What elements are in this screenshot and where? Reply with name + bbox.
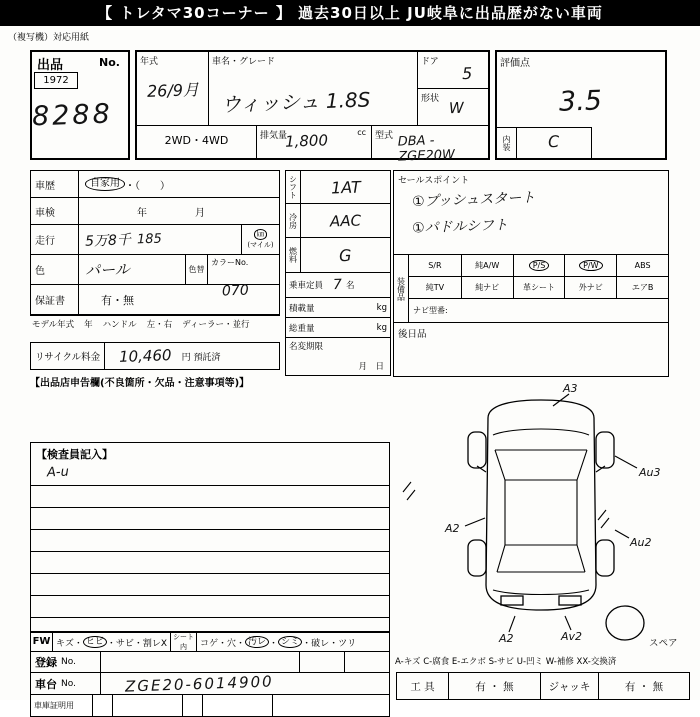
history-row (31, 171, 279, 198)
garage-cell (183, 695, 203, 716)
garage-cell (203, 695, 273, 716)
later-goods-label: 後日品 (398, 329, 427, 340)
mileage-label: 走行 (31, 225, 79, 254)
name-value: ウィッシュ 1.8S (220, 87, 371, 117)
name-label: 車名・グレード (212, 57, 276, 67)
tools-value: 有 ・ 無 (449, 673, 541, 699)
aircon-label: 冷房 (286, 204, 301, 237)
model-code-label: 型式 (375, 131, 394, 141)
interior-grade (517, 128, 591, 158)
wheel-rear-right (596, 540, 614, 576)
model-code-value: DBA -ZGE20W (397, 133, 456, 165)
color-label: 色 (31, 255, 79, 284)
rule-line (31, 507, 389, 508)
vehicle-row-1 (137, 52, 488, 126)
spare-tire-circle (606, 606, 644, 640)
seat-item-1: コゲ・穴・ (200, 638, 246, 649)
year-cell (137, 52, 209, 125)
equipment-box (393, 255, 669, 323)
door-label: ドア (421, 57, 439, 67)
jack-value: 有 ・ 無 (624, 680, 664, 693)
equipment-grid (409, 255, 668, 322)
history-suffix: ・（ ） (125, 180, 170, 192)
equip-cell-ps (513, 255, 565, 277)
paper-note: （複写機）対応用紙 (8, 33, 90, 43)
wheel-rear-left (468, 540, 486, 576)
right-column (393, 170, 669, 377)
fw-item-hibi-circled: ヒビ (83, 636, 107, 648)
warranty-value: 有・無 (101, 293, 134, 307)
rule-line (31, 617, 389, 618)
fuel-label: 燃料 (286, 238, 301, 272)
shift-box (285, 170, 391, 204)
equip-cell-leather: 革シート (513, 277, 565, 299)
inspection-label: 車検 (31, 198, 79, 224)
middle-column (285, 170, 391, 376)
damage-label-av2: Av2 (561, 630, 583, 643)
color-value: パール (84, 260, 131, 280)
weight-label: 総重量 (289, 323, 315, 334)
rule-line (31, 595, 389, 596)
capacity-unit: 名 (345, 281, 355, 291)
score-label: 評価点 (500, 58, 530, 69)
equip-ps-circled: P/S (529, 260, 550, 271)
warranty-content (79, 282, 279, 314)
capacity-row (285, 273, 391, 298)
registration-no-label: No. (61, 657, 76, 667)
equip-cell-aw: 純A/W (461, 255, 513, 277)
mile-unit: (マイル) (247, 240, 274, 249)
navi-model-label: ナビ型番: (413, 305, 448, 315)
interior-box (497, 127, 592, 158)
shape-half (418, 88, 488, 125)
shape-value: W (448, 98, 465, 118)
banner: 【 トレタマ30コーナー 】 過去30日以上 JU岐阜に出品歴がない車両 (0, 0, 700, 26)
color-no-value: 070 (221, 282, 250, 300)
registration-label-cell (31, 652, 101, 672)
drive-cell: 2WD・4WD (137, 126, 257, 158)
jack-label: ジャッキ (541, 673, 599, 699)
rule-line (31, 485, 389, 486)
equipment-label: 装備品 (394, 255, 409, 322)
seat-item-shimi-circled: シミ (278, 636, 302, 648)
color-content (79, 255, 185, 284)
color-no-label: カラーNo. (211, 258, 249, 267)
equip-cell-pw (564, 255, 616, 277)
model-year-label: モデル年式 (32, 320, 75, 330)
seat-item-3: ・ (269, 638, 279, 649)
sales-point-box (393, 170, 669, 255)
registration-cell-2 (344, 652, 389, 672)
name-cell (209, 52, 418, 125)
leader-au3 (615, 456, 637, 468)
inspection-row (31, 198, 279, 225)
shift-label: シフト (286, 171, 301, 203)
registration-row (30, 652, 390, 673)
interior-label: 内装 (497, 128, 517, 158)
garage-row (30, 695, 390, 717)
equip-cell-extnavi: 外ナビ (564, 277, 616, 299)
km-mile-box (241, 225, 279, 254)
exhibit-no-label: No. (99, 56, 120, 69)
rear-window (497, 545, 585, 572)
model-year-unit: 年 (84, 320, 93, 330)
displacement-value: 1,800 (284, 131, 329, 151)
registration-cell-1 (299, 652, 344, 672)
displacement-unit: cc (357, 128, 366, 137)
color-change-label: 色替 (185, 255, 207, 284)
rule-line (31, 551, 389, 552)
equip-cell-sr: S/R (409, 255, 461, 277)
history-label: 車歴 (31, 171, 79, 197)
equip-cell-airbag: エアB (616, 277, 668, 299)
chassis-label: 車台 (35, 677, 57, 691)
fw-items (53, 633, 171, 651)
chassis-label-cell (31, 673, 101, 694)
damage-label-a2-left: A2 (445, 522, 460, 535)
aircon-value: AAC (329, 210, 362, 231)
handle-value: 左・右 (146, 320, 173, 330)
mileage-content (79, 225, 279, 254)
fw-condition-strip (30, 632, 390, 652)
side-mirrors (477, 466, 605, 472)
dealer-stamp: 1972 (34, 72, 78, 89)
trunk-line (493, 590, 589, 595)
tail-light-left (501, 596, 523, 605)
shift-value: 1AT (330, 176, 361, 198)
seat-item-5: ・破レ・ツリ (302, 638, 357, 649)
history-value: 自家用 (85, 177, 125, 191)
rule-line (31, 529, 389, 530)
shape-label: 形状 (421, 94, 440, 104)
exhibit-no-header (32, 52, 128, 92)
seat-item-yogore-circled: 汚レ (245, 636, 269, 648)
sales-line-2: ①パドルシフト (411, 217, 509, 237)
damage-label-a3: A3 (563, 382, 578, 395)
capacity-label: 乗車定員 (289, 281, 324, 291)
mileage-value-2: 185 (136, 231, 162, 248)
rename-row (285, 338, 391, 376)
rename-label: 名変期限 (289, 342, 324, 352)
roof (505, 480, 577, 545)
exhibit-label: 出品 (37, 58, 64, 73)
model-year-row (32, 318, 280, 330)
equip-cell-abs: ABS (616, 255, 668, 277)
aircon-box (285, 204, 391, 238)
score-box (495, 50, 667, 160)
inspection-month-label: 月 (195, 207, 205, 219)
tail-light-right (559, 596, 581, 605)
leader-av2 (565, 616, 571, 630)
damage-label-a2-bottom: A2 (499, 632, 514, 645)
vehicle-info-box (135, 50, 490, 165)
rule-line (31, 573, 389, 574)
equip-pw-circled: P/W (579, 260, 602, 271)
garage-label: 車庫証明用 (31, 695, 93, 716)
load-label: 積載量 (289, 303, 315, 314)
weight-row (285, 318, 391, 338)
hood-line (493, 429, 589, 435)
color-row (31, 255, 279, 285)
score-value: 3.5 (558, 85, 603, 118)
sales-line-1: ①プッシュスタート (411, 189, 536, 211)
fw-item-rest: ・サビ・割レX (106, 638, 168, 649)
recycle-value: 10,460 (118, 346, 172, 366)
fuel-value: G (338, 245, 353, 265)
model-code-cell (372, 126, 488, 165)
tools-jack-row (396, 672, 690, 700)
inspector-note: A-u (46, 464, 70, 481)
handle-label: ハンドル (102, 320, 137, 330)
door-value: 5 (461, 63, 473, 84)
fuel-box (285, 238, 391, 273)
wheel-front-right (596, 432, 614, 468)
leader-au2 (615, 530, 629, 538)
spare-label: スペア (649, 638, 678, 649)
door-shape-cell (418, 52, 488, 125)
color-no-cell (207, 255, 279, 284)
garage-cell (273, 695, 389, 716)
door-half (418, 52, 488, 88)
km-unit: ㎞ (254, 229, 267, 239)
exhibit-number: 8288 (31, 98, 114, 133)
weight-unit: kg (376, 322, 387, 333)
damage-label-au2: Au2 (630, 536, 652, 549)
leader-a2-left (465, 518, 485, 526)
vehicle-row-2 (137, 126, 488, 165)
garage-cell (93, 695, 113, 716)
chassis-row (30, 673, 390, 695)
inspection-year-label: 年 (137, 207, 147, 219)
inspector-label: 【検査員記入】 (36, 448, 113, 461)
wheel-front-left (468, 432, 486, 468)
sales-point-label: セールスポイント (398, 176, 470, 186)
displacement-cell (257, 126, 372, 158)
inspector-box (30, 442, 390, 632)
interior-grade-value: C (548, 131, 560, 152)
garage-cell (113, 695, 183, 716)
displacement-label: 排気量 (260, 131, 288, 141)
rename-unit: 月 日 (358, 362, 384, 372)
damage-label-au3: Au3 (639, 466, 661, 479)
capacity-value: 7 (332, 276, 343, 294)
car-damage-diagram (393, 380, 693, 652)
damage-legend: A-キズ C-腐食 E-エクボ S-サビ U-凹ミ W-補修 XX-交換済 (395, 657, 617, 667)
warranty-label: 保証書 (31, 285, 79, 314)
year-label: 年式 (140, 57, 159, 67)
declaration-label: 【出品店申告欄(不良箇所・欠品・注意事項等)】 (30, 378, 250, 389)
recycle-unit: 円 預託済 (181, 352, 221, 363)
load-unit: kg (376, 302, 387, 313)
history-content (79, 171, 279, 197)
left-detail-table (30, 170, 280, 316)
year-value: 26/9月 (146, 80, 200, 101)
equip-cell-tv: 純TV (409, 277, 461, 299)
seat-label: シート内 (171, 633, 197, 651)
leader-a2-bottom (509, 616, 515, 632)
tools-label: 工 具 (397, 673, 449, 699)
fw-item-kizu: キズ・ (56, 638, 83, 649)
damage-tick-left (403, 482, 415, 500)
mileage-row (31, 225, 279, 255)
chassis-no-label: No. (61, 678, 76, 689)
registration-label: 登録 (35, 656, 57, 669)
damage-tick-right (598, 510, 609, 528)
later-goods-box (393, 323, 669, 377)
exhibit-no-box (30, 50, 130, 160)
dealer-label: ディーラー・並行 (182, 320, 250, 330)
recycle-label: リサイクル料金 (31, 343, 105, 369)
fw-label: FW (31, 633, 53, 651)
inspection-content (79, 198, 279, 224)
recycle-fee-box (30, 342, 280, 370)
seat-items (197, 636, 359, 649)
equip-cell-navi: 純ナビ (461, 277, 513, 299)
chassis-number: ZGE20-6014900 (124, 671, 274, 696)
windshield (495, 450, 587, 480)
mileage-value: 5万8千 (84, 231, 132, 250)
load-row (285, 298, 391, 318)
